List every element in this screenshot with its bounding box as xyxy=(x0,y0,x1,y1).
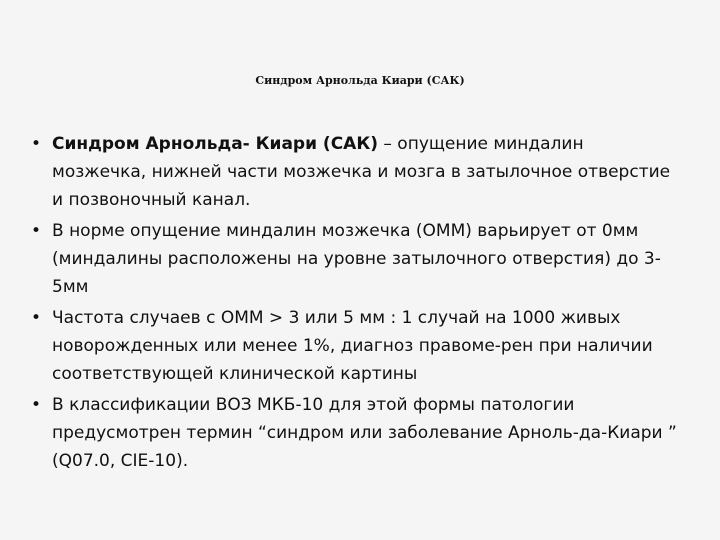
classification-text: В классификации ВОЗ МКБ-10 для этой формы патологии предусмотрен термин “синдром или заболевание Арноль-да-Киари ” (Q07.0, CIE-10). xyxy=(52,395,677,471)
bullet-item-classification xyxy=(30,391,680,475)
norm-text: В норме опущение миндалин мозжечка (ОММ) варьирует от 0мм (миндалины расположены на уровне затылочного отверстия) до 3-5мм xyxy=(52,221,661,297)
bullet-item-norm xyxy=(30,217,680,301)
frequency-text: Частота случаев с ОММ > 3 или 5 мм : 1 случай на 1000 живых новорожденных или менее 1%, диагноз правоме-рен при наличии соответствующей клинической картины xyxy=(52,308,653,384)
bullet-dot-icon: • xyxy=(31,221,42,241)
bullet-dot-icon: • xyxy=(31,134,42,154)
slide-title: Синдром Арнольда Киари (САК) xyxy=(255,74,465,87)
bullet-list xyxy=(30,130,680,478)
bullet-item-frequency xyxy=(30,304,680,388)
definition-term: Синдром Арнольда- Киари (САК) xyxy=(52,134,378,154)
bullet-dot-icon: • xyxy=(31,308,42,328)
bullet-item-definition xyxy=(30,130,680,214)
bullet-dot-icon: • xyxy=(31,395,42,415)
definition-text: – опущение миндалин мозжечка, нижней части мозжечка и мозга в затылочное отверстие и позвоночный канал. xyxy=(52,134,671,210)
